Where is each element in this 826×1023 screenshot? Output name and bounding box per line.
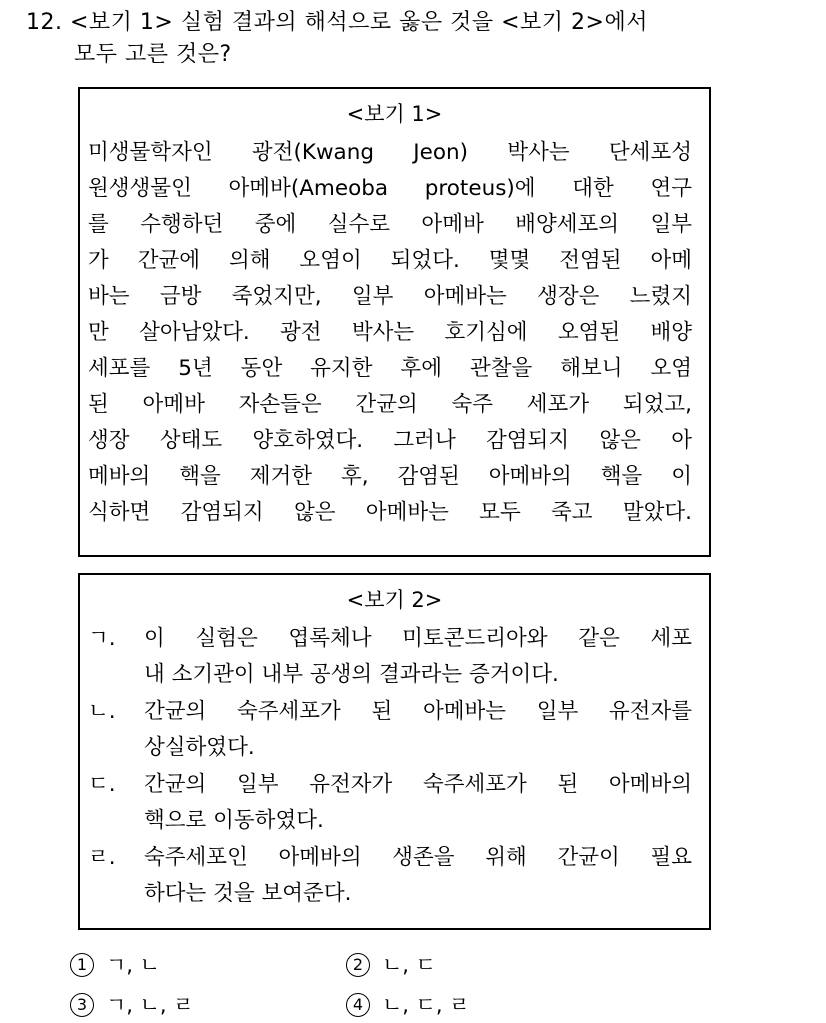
choice-2[interactable] [346,950,436,980]
bogi-1-line: 메바의 핵을 제거한 후, 감염된 아메바의 핵을 이 [88,464,692,489]
choice-number-2: 2 [346,953,370,977]
item-line: 상실하였다. [144,735,255,760]
item-line: 숙주세포인 아메바의 생존을 위해 간균이 필요 [144,845,692,870]
item-line: 이 실험은 엽록체나 미토콘드리아와 같은 세포 [144,626,692,651]
bogi-1-title: <보기 1> [346,102,443,126]
bogi-1-line: 만 살아남았다. 광전 박사는 호기심에 오염된 배양 [88,320,692,345]
bogi-1-line: 된 아메바 자손들은 간균의 숙주 세포가 되었고, [88,392,692,417]
bogi-2-title: <보기 2> [346,588,443,612]
choice-4[interactable] [346,990,470,1020]
bogi-1-line: 바는 금방 죽었지만, 일부 아메바는 생장은 느렸지 [88,284,692,309]
bogi-1-line: 생장 상태도 양호하였다. 그러나 감염되지 않은 아 [88,428,692,453]
item-mark-nieun: ㄴ. [88,699,116,724]
item-mark-giyeok: ㄱ. [88,626,116,651]
choice-1[interactable] [70,950,160,980]
choice-text: ㄱ, ㄴ, ㄹ [106,993,194,1017]
question-stem-line1 [26,8,648,38]
question-stem-line2: 모두 고른 것은? [74,42,232,67]
choice-text: ㄴ, ㄷ, ㄹ [382,993,470,1017]
choice-3[interactable] [70,990,194,1020]
item-line: 내 소기관이 내부 공생의 결과라는 증거이다. [144,662,559,687]
item-mark-digeut: ㄷ. [88,772,116,797]
choice-number-4: 4 [346,993,370,1017]
question-number: 12. [26,10,63,35]
bogi-1-line: 미생물학자인 광전(Kwang Jeon) 박사는 단세포성 [88,140,692,165]
choice-text: ㄴ, ㄷ [382,953,436,977]
item-line: 간균의 일부 유전자가 숙주세포가 된 아메바의 [144,772,692,797]
question-text-1: <보기 1> 실험 결과의 해석으로 옳은 것을 <보기 2>에서 [70,10,648,35]
item-mark-rieul: ㄹ. [88,845,116,870]
item-line: 하다는 것을 보여준다. [144,881,352,906]
bogi-1-line: 세포를 5년 동안 유지한 후에 관찰을 해보니 오염 [88,356,692,381]
item-line: 핵으로 이동하였다. [144,808,324,833]
bogi-1-line: 를 수행하던 중에 실수로 아메바 배양세포의 일부 [88,212,692,237]
bogi-1-line: 원생생물인 아메바(Ameoba proteus)에 대한 연구 [88,176,692,201]
choice-text: ㄱ, ㄴ [106,953,160,977]
bogi-1-line: 가 간균에 의해 오염이 되었다. 몇몇 전염된 아메 [88,248,692,273]
bogi-1-line: 식하면 감염되지 않은 아메바는 모두 죽고 말았다. [88,500,692,525]
item-line: 간균의 숙주세포가 된 아메바는 일부 유전자를 [144,699,692,724]
choice-number-1: 1 [70,953,94,977]
choice-number-3: 3 [70,993,94,1017]
